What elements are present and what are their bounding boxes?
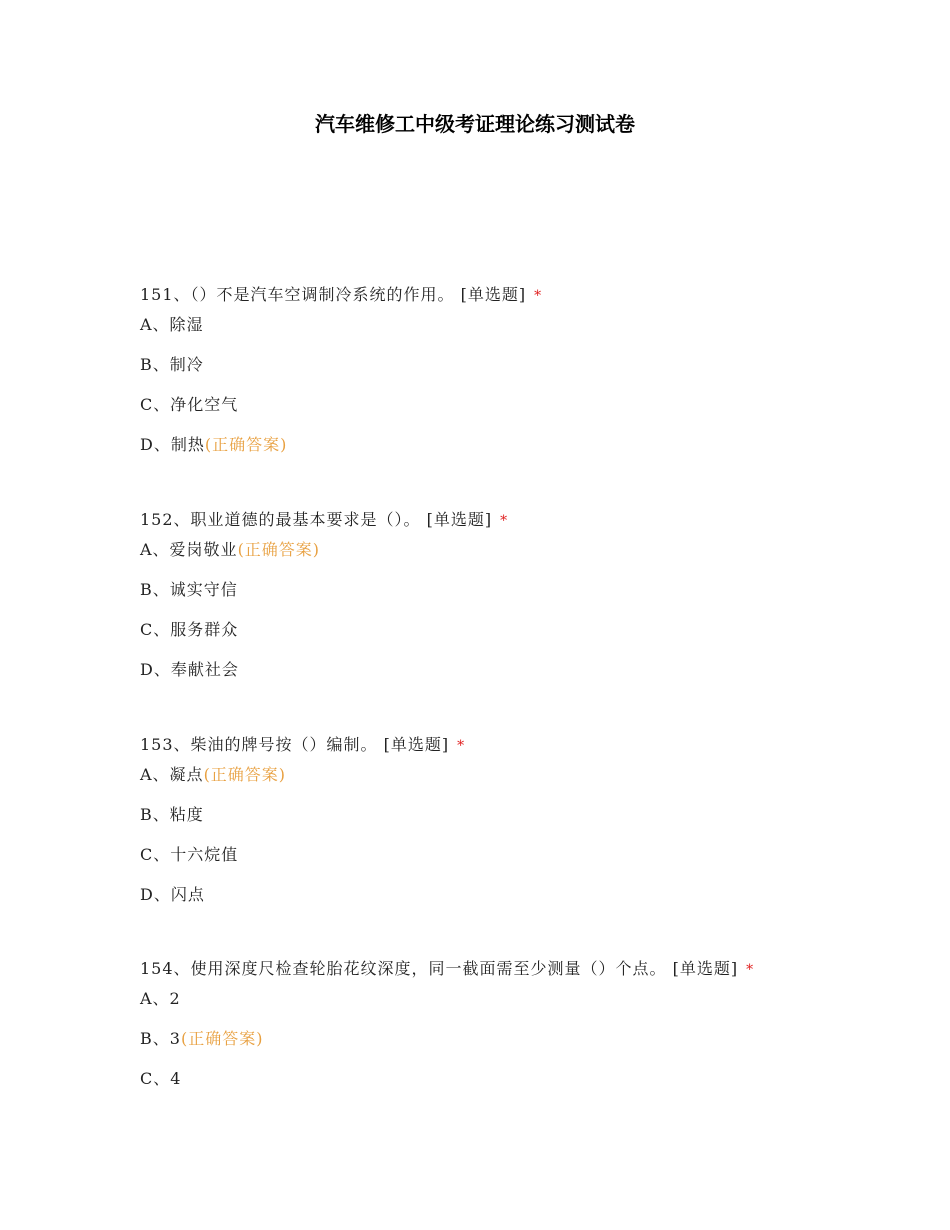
option-c: [140, 390, 542, 430]
option-label: C、4: [140, 1069, 182, 1088]
required-marker: *: [457, 738, 466, 754]
required-marker: *: [746, 962, 755, 978]
option-label: A、2: [140, 989, 181, 1008]
correct-answer-mark: (正确答案): [237, 540, 321, 559]
page-title: 汽车维修工中级考证理论练习测试卷: [315, 112, 635, 136]
option-label: C、净化空气: [140, 395, 239, 414]
question-stem: 153、柴油的牌号按（）编制。 [单选题]: [140, 735, 450, 754]
option-b: [140, 1024, 754, 1064]
question-153: [140, 730, 465, 920]
question-stem: 151、（）不是汽车空调制冷系统的作用。 [单选题]: [140, 285, 527, 304]
option-c: [140, 840, 465, 880]
option-label: C、服务群众: [140, 620, 239, 639]
option-label: D、奉献社会: [140, 660, 239, 679]
option-label: A、爱岗敬业: [140, 540, 238, 559]
option-a: [140, 760, 465, 800]
option-label: A、除湿: [140, 315, 204, 334]
option-d: [140, 655, 508, 695]
question-152: [140, 505, 508, 695]
question-stem: 152、职业道德的最基本要求是（）。 [单选题]: [140, 510, 493, 529]
question-text: [140, 730, 465, 760]
question-stem: 154、使用深度尺检查轮胎花纹深度，同一截面需至少测量（）个点。 [单选题]: [140, 959, 739, 978]
option-c: [140, 1064, 754, 1104]
correct-answer-mark: (正确答案): [204, 435, 288, 454]
option-label: D、闪点: [140, 885, 205, 904]
question-text: [140, 954, 754, 984]
option-label: B、制冷: [140, 355, 204, 374]
correct-answer-mark: (正确答案): [203, 765, 287, 784]
option-b: [140, 575, 508, 615]
option-label: A、凝点: [140, 765, 204, 784]
required-marker: *: [534, 288, 543, 304]
question-text: [140, 280, 542, 310]
option-label: D、制热: [140, 435, 205, 454]
option-a: [140, 535, 508, 575]
required-marker: *: [500, 513, 509, 529]
option-label: B、3: [140, 1029, 181, 1048]
option-c: [140, 615, 508, 655]
question-154: [140, 954, 754, 1104]
correct-answer-mark: (正确答案): [180, 1029, 264, 1048]
question-151: [140, 280, 542, 470]
option-d: [140, 880, 465, 920]
option-d: [140, 430, 542, 470]
option-b: [140, 350, 542, 390]
question-text: [140, 505, 508, 535]
option-label: C、十六烷值: [140, 845, 239, 864]
option-a: [140, 984, 754, 1024]
option-label: B、粘度: [140, 805, 204, 824]
option-b: [140, 800, 465, 840]
option-a: [140, 310, 542, 350]
option-label: B、诚实守信: [140, 580, 238, 599]
